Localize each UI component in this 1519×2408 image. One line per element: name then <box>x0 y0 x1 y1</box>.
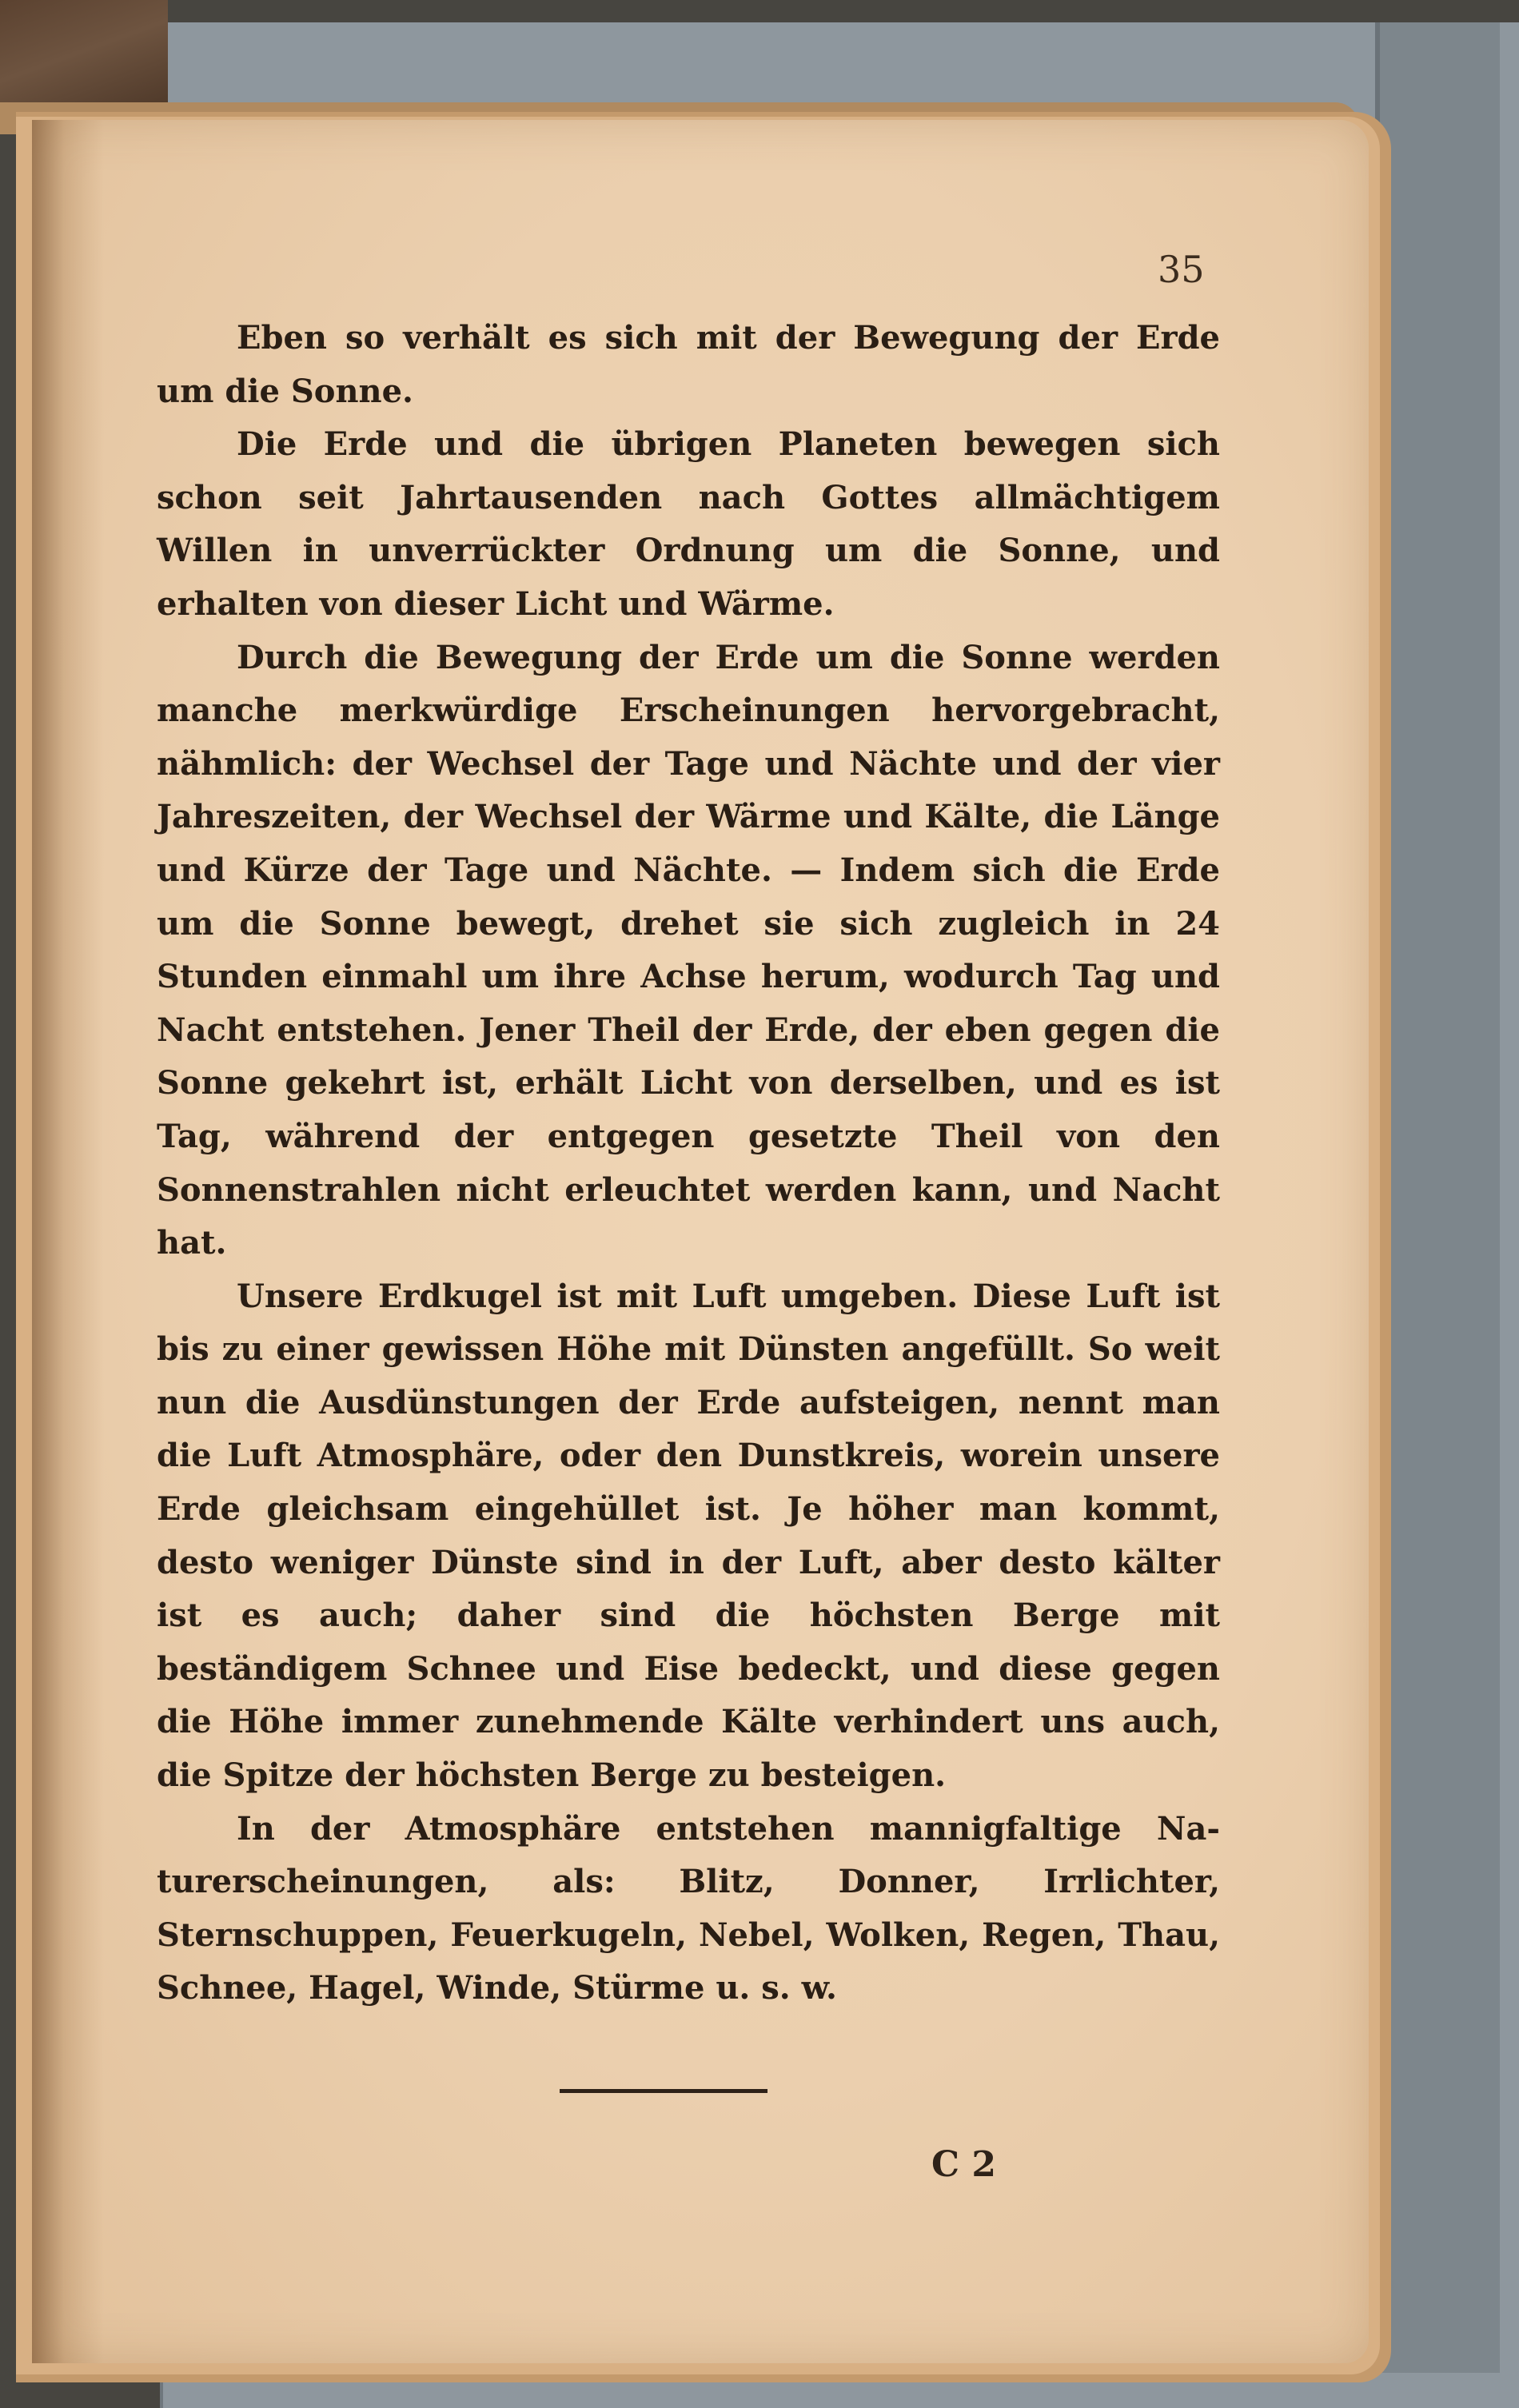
page-number: 35 <box>1158 248 1205 291</box>
paragraph-5: In der Atmosphäre entstehen mannigfaltige Naturerscheinungen, als: Blitz, Donner, Irrlichter, Sternschuppen, Feuerkugeln, Nebel, Wolken, Regen, Thau, Schnee, Hagel, Winde, Stürme u. s. w. <box>157 1809 1220 2007</box>
backing-fold <box>1375 22 1500 2373</box>
paragraph-3: Durch die Bewegung der Erde um die Sonne werden manche merkwürdige Erscheinungen hervorgebracht, nähmlich: der Wechsel der Tage und Nächte und der vier Jahreszeiten, der Wechsel der Wärme und Kälte, die Länge und Kürze der Tage und Nächte. — Indem sich die Erde um die Sonne bewegt, drehet sie sich zugleich in 24 Stunden einmahl um ihre Achse herum, wodurch Tag und Nacht entstehen. Jener Theil der Erde, der eben gegen die Sonne gekehrt ist, erhält Licht von derselben, und es ist Tag, während der entgegen gesetzte Theil von den Sonnenstrahlen nicht erleuchtet werden kann, und Nacht hat. <box>157 638 1220 1262</box>
end-rule <box>560 2089 767 2093</box>
gutter-shadow <box>32 120 104 2363</box>
book-page <box>32 120 1369 2363</box>
body-text <box>157 312 1220 2015</box>
paragraph-2: Die Erde und die übrigen Planeten bewegen sich schon seit Jahrtausenden nach Gottes allmächtigem Willen in unverrückter Ordnung um die Sonne, und erhalten von dieser Licht und Wärme. <box>157 425 1220 623</box>
paragraph-1: Eben so verhält es sich mit der Bewegung der Erde um die Sonne. <box>157 319 1220 410</box>
paragraph-4: Unsere Erdkugel ist mit Luft umgeben. Diese Luft ist bis zu einer gewissen Höhe mit Dünsten angefüllt. So weit nun die Ausdünstungen der Erde aufsteigen, nennt man die Luft Atmosphäre, oder den Dunstkreis, worein unsere Erde gleichsam eingehüllet ist. Je höher man kommt, desto weniger Dünste sind in der Luft, aber desto kälter ist es auch; daher sind die höchsten Berge mit beständigem Schnee und Eise bedeckt, und diese gegen die Höhe immer zunehmende Kälte verhindert uns auch, die Spitze der höchsten Berge zu besteigen. <box>157 1277 1220 1795</box>
signature-mark: C 2 <box>931 2144 996 2185</box>
